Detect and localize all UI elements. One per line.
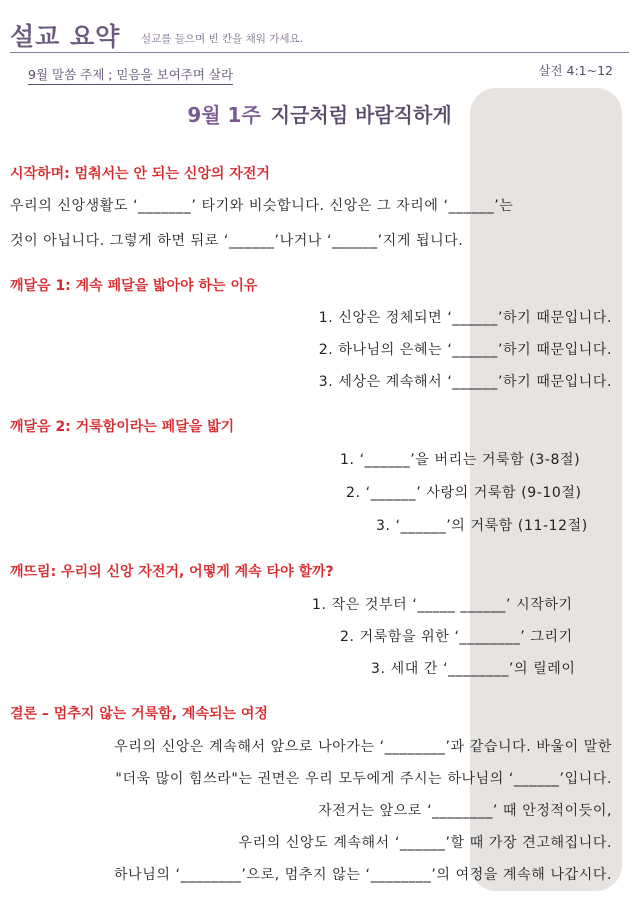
header-divider	[10, 52, 629, 53]
application-heading: 깨뜨림: 우리의 신앙 자전거, 어떻게 계속 타야 할까?	[10, 564, 334, 580]
lesson2-item: 2. ‘______’ 사랑의 거룩함 (9-10절)	[346, 485, 582, 501]
sermon-title	[0, 99, 639, 128]
lesson2-item: 1. ‘______’을 버리는 거룩함 (3-8절)	[340, 452, 581, 468]
application-item: 2. 거룩함을 위한 ‘________’ 그리기	[340, 629, 573, 645]
conclusion-heading: 결론 – 멈추지 않는 거룩함, 계속되는 여정	[10, 706, 268, 722]
intro-line: 우리의 신앙생활도 ‘_______’ 타기와 비슷합니다. 신앙은 그 자리에 ‘______’는	[10, 198, 514, 214]
page-subtitle: 설교를 들으며 빈 칸을 채워 가세요.	[141, 33, 304, 45]
lesson1-item: 1. 신앙은 정체되면 ‘______’하기 때문입니다.	[318, 310, 612, 326]
conclusion-line: "더욱 많이 힘쓰라"는 권면은 우리 모두에게 주시는 하나님의 ‘______’입니다.	[115, 771, 612, 787]
conclusion-line: 우리의 신앙은 계속해서 앞으로 나아가는 ‘________’과 같습니다. 바울이 말한	[114, 739, 612, 755]
lesson1-item: 3. 세상은 계속해서 ‘______’하기 때문입니다.	[318, 374, 612, 390]
lesson1-heading: 깨달음 1: 계속 페달을 밟아야 하는 이유	[10, 278, 258, 294]
page-title: 설교 요약	[10, 22, 121, 51]
conclusion-line: 우리의 신앙도 계속해서 ‘______’할 때 가장 견고해집니다.	[238, 835, 612, 851]
conclusion-line: 하나님의 ‘________’으로, 멈추지 않는 ‘________’의 여정을 계속해 나갑시다.	[114, 867, 612, 883]
conclusion-line: 자전거는 앞으로 ‘________’ 때 안정적이듯이,	[318, 803, 612, 819]
scripture-reference: 살전 4:1~12	[538, 63, 613, 78]
intro-heading: 시작하며: 멈춰서는 안 되는 신앙의 자전거	[10, 166, 270, 182]
application-item: 1. 작은 것부터 ‘_____ ______’ 시작하기	[312, 597, 573, 613]
sermon-week: 9월 1주	[187, 103, 261, 127]
lesson1-item: 2. 하나님의 은혜는 ‘______’하기 때문입니다.	[318, 342, 612, 358]
lesson2-heading: 깨달음 2: 거룩함이라는 페달을 밟기	[10, 419, 235, 435]
month-theme: 9월 말씀 주제 ; 믿음을 보여주며 살라	[28, 65, 233, 85]
sermon-title-text: 지금처럼 바람직하게	[270, 103, 452, 127]
application-item: 3. 세대 간 ‘________’의 릴레이	[371, 661, 576, 677]
lesson2-item: 3. ‘______’의 거룩함 (11-12절)	[376, 518, 588, 534]
intro-line: 것이 아닙니다. 그렇게 하면 뒤로 ‘______’나거나 ‘______’지게 됩니다.	[10, 233, 464, 249]
